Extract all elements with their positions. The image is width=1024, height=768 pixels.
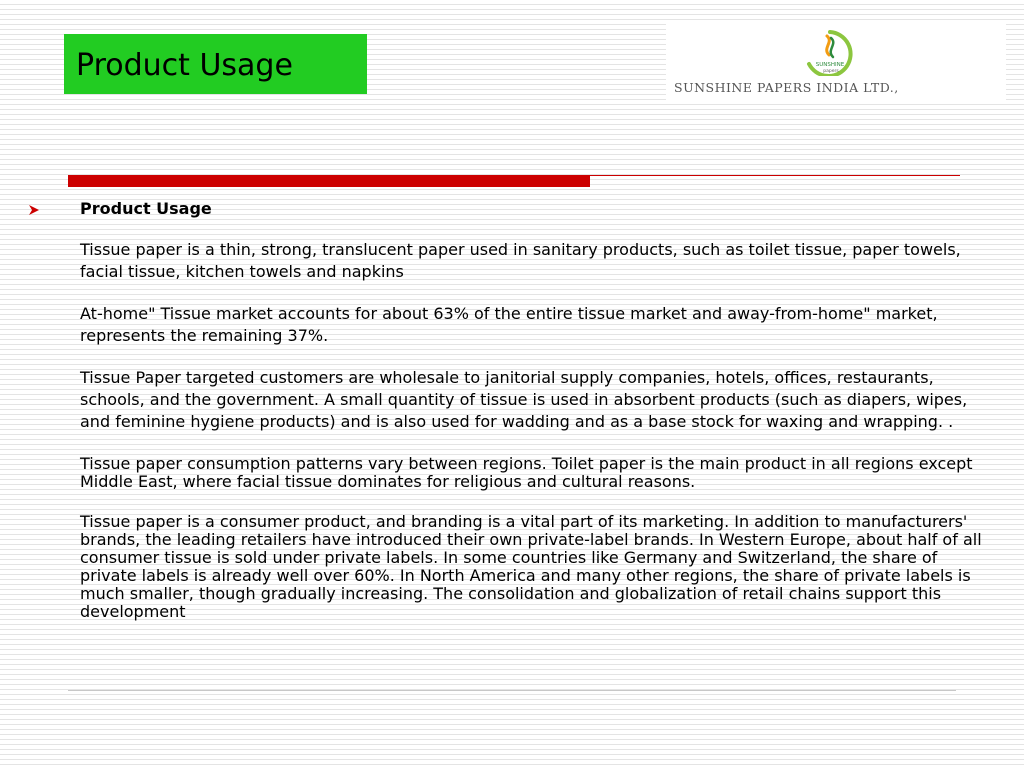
title-divider (68, 175, 590, 187)
arrow-bullet-icon (28, 204, 40, 216)
company-logo (666, 24, 1006, 100)
paragraph-branding: Tissue paper is a consumer product, and branding is a vital part of its marketing. In addition to manufacturers' brands, the leading retailers have introduced their own private-label brands. In Western Europe, about half of all consumer tissue is sold under private labels. In some countries like Germany and Switzerland, the share of private labels is already well over 60%. In North America and many other regions, the share of private labels is much smaller, though gradually increasing. The consolidation and globalization of retail chains support this development (80, 512, 982, 621)
logo-mark-sub: papers (823, 69, 839, 74)
paragraph-market-share: At-home" Tissue market accounts for about 63% of the entire tissue market and away-from-home" market, represents the remaining 37%. (80, 304, 938, 345)
paragraph-definition: Tissue paper is a thin, strong, translucent paper used in sanitary products, such as toilet tissue, paper towels, facial tissue, kitchen towels and napkins (80, 240, 961, 281)
title-banner (64, 34, 367, 94)
title-divider-thin (590, 175, 960, 176)
content-heading: Product Usage (80, 199, 212, 218)
slide-body (80, 198, 992, 621)
logo-mark-word: SUNSHINE (815, 62, 845, 68)
footer-divider (68, 690, 956, 691)
paragraph-consumption: Tissue paper consumption patterns vary between regions. Toilet paper is the main product in all regions except Middle East, where facial tissue dominates for religious and cultural reasons. (80, 454, 973, 491)
sunshine-leaf-swirl-logo-icon (800, 28, 860, 76)
company-name: SUNSHINE PAPERS INDIA LTD., (674, 80, 899, 95)
paragraph-customers: Tissue Paper targeted customers are wholesale to janitorial supply companies, hotels, offices, restaurants, schools, and the government. A small quantity of tissue is used in absorbent products (such as diapers, wipes, and feminine hygiene products) and is also used for wadding and as a base stock for waxing and wrapping. . (80, 368, 968, 431)
slide-title: Product Usage (76, 48, 293, 83)
